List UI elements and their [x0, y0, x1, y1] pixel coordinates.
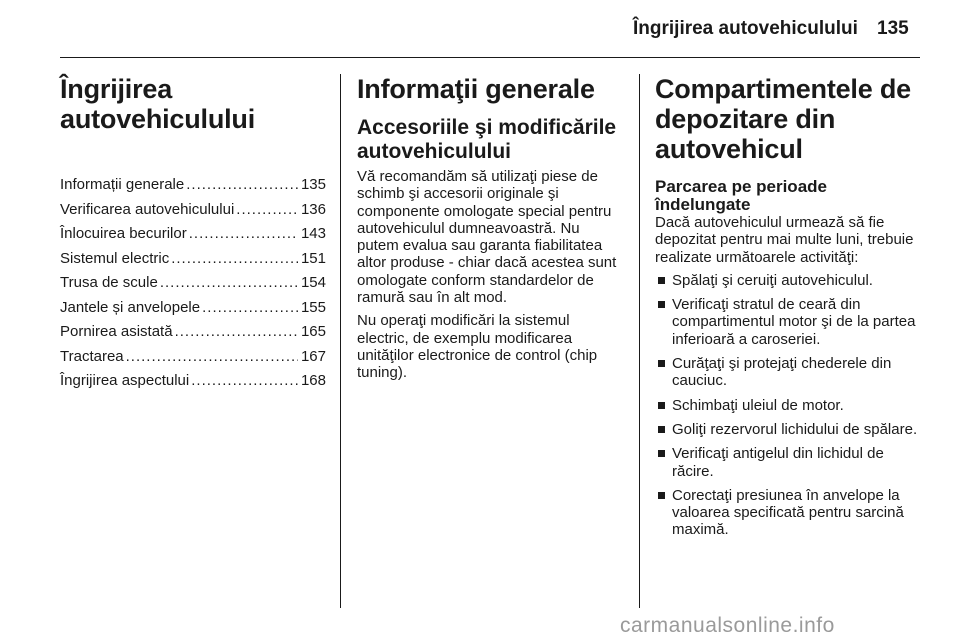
bullet-square-icon [658, 450, 665, 457]
toc-entry[interactable] [60, 323, 326, 348]
toc-entry-label: Îngrijirea aspectului [60, 372, 190, 389]
toc-entry-page: 165 [300, 323, 326, 340]
toc-entry[interactable] [60, 176, 326, 201]
toc-entry-page: 168 [300, 372, 326, 389]
toc-entry[interactable] [60, 250, 326, 275]
bullet-text: Curăţaţi şi protejaţi chederele din cauciuc. [672, 355, 892, 390]
running-title: Îngrijirea autovehiculului [633, 18, 858, 39]
column-divider-left [340, 74, 341, 608]
bullet-square-icon [658, 360, 665, 367]
chapter-title: Îngrijirea autovehiculului [60, 74, 256, 134]
toc-entry[interactable] [60, 299, 326, 324]
toc-leader-dots [236, 201, 298, 218]
header-rule [60, 57, 920, 58]
bullet-text: Verificaţi stratul de ceară din compartimentul motor şi de la partea inferioară a caroseriei. [672, 296, 916, 348]
toc-leader-dots [191, 372, 298, 389]
bullet-square-icon [658, 402, 665, 409]
toc-entry-page: 143 [300, 225, 326, 242]
toc-leader-dots [126, 348, 298, 365]
general-info-column [357, 74, 623, 388]
page-number: 135 [877, 18, 909, 39]
toc-entry-label: Pornirea asistată [60, 323, 173, 340]
toc-entry-label: Informații generale [60, 176, 185, 193]
toc-entry-page: 167 [300, 347, 326, 365]
toc-entry[interactable] [60, 201, 326, 226]
bullet-text: Verificaţi antigelul din lichidul de răcire. [672, 445, 884, 480]
toc-entry-page: 151 [300, 249, 326, 267]
toc-entry-page: 136 [300, 200, 326, 218]
storage-column [655, 74, 921, 546]
paragraph: Nu operaţi modificări la sistemul electric, de exemplu modificarea unităţilor electronice de control (chip tuning). [357, 312, 598, 382]
toc-entry-page: 135 [300, 176, 326, 193]
toc-entry[interactable] [60, 372, 326, 397]
bullet-text: Schimbaţi uleiul de motor. [672, 396, 844, 414]
toc-leader-dots [186, 176, 298, 193]
toc-entry-label: Jantele și anvelopele [60, 298, 201, 316]
paragraph: Vă recomandăm să utilizaţi piese de schimb şi accesorii originale şi componente omologate special pentru autovehiculul dumneavoastră. Nu putem evalua sau garanta fiabilitatea altor produse - chiar dacă acestea sunt omologate conform standardelor de ramură sau în alt mod. [357, 168, 617, 307]
bullet-item [655, 296, 921, 348]
section-title-storage: Compartimentele de depozitare din autovehicul [655, 74, 911, 164]
toc-leader-dots [171, 250, 298, 267]
toc-entry-page: 154 [300, 274, 326, 291]
page-header [0, 0, 960, 62]
toc-column [60, 74, 326, 397]
bullet-text: Goliţi rezervorul lichidului de spălare. [672, 420, 918, 438]
subsection-title-parking: Parcarea pe perioade îndelungate [655, 177, 827, 214]
toc-entry-label: Verificarea autovehiculului [60, 200, 235, 218]
toc-entry-label: Sistemul electric [60, 249, 170, 267]
toc-entry-label: Înlocuirea becurilor [60, 225, 187, 242]
watermark: carmanualsonline.info [620, 614, 835, 637]
bullet-text: Corectaţi presiunea în anvelope la valoarea specificată pentru sarcină maximă. [672, 486, 904, 539]
bullet-list [655, 272, 921, 539]
toc-leader-dots [175, 323, 298, 340]
toc-entry[interactable] [60, 225, 326, 250]
toc-leader-dots [189, 225, 298, 242]
toc-entry[interactable] [60, 274, 326, 299]
subsection-title-accessories: Accesoriile şi modificările autovehiculului [357, 116, 617, 163]
bullet-item [655, 421, 921, 438]
bullet-item [655, 272, 921, 289]
toc-entry-page: 155 [300, 298, 326, 316]
bullet-item [655, 487, 921, 539]
bullet-item [655, 397, 921, 414]
section-title-general: Informaţii generale [357, 74, 595, 104]
bullet-item [655, 355, 921, 390]
paragraph: Dacă autovehiculul urmează să fie depozitat pentru mai multe luni, trebuie realizate următoarele activităţi: [655, 214, 914, 266]
column-divider-right [639, 74, 640, 608]
toc-entry-label: Tractarea [60, 347, 124, 365]
bullet-item [655, 445, 921, 480]
toc-entry-label: Trusa de scule [60, 274, 158, 291]
bullet-square-icon [658, 492, 665, 499]
bullet-square-icon [658, 301, 665, 308]
toc-leader-dots [202, 299, 298, 316]
bullet-square-icon [658, 277, 665, 284]
bullet-text: Spălaţi şi ceruiţi autovehiculul. [672, 271, 873, 289]
bullet-square-icon [658, 426, 665, 433]
toc-entry[interactable] [60, 348, 326, 373]
table-of-contents [60, 176, 326, 397]
toc-leader-dots [160, 274, 298, 291]
